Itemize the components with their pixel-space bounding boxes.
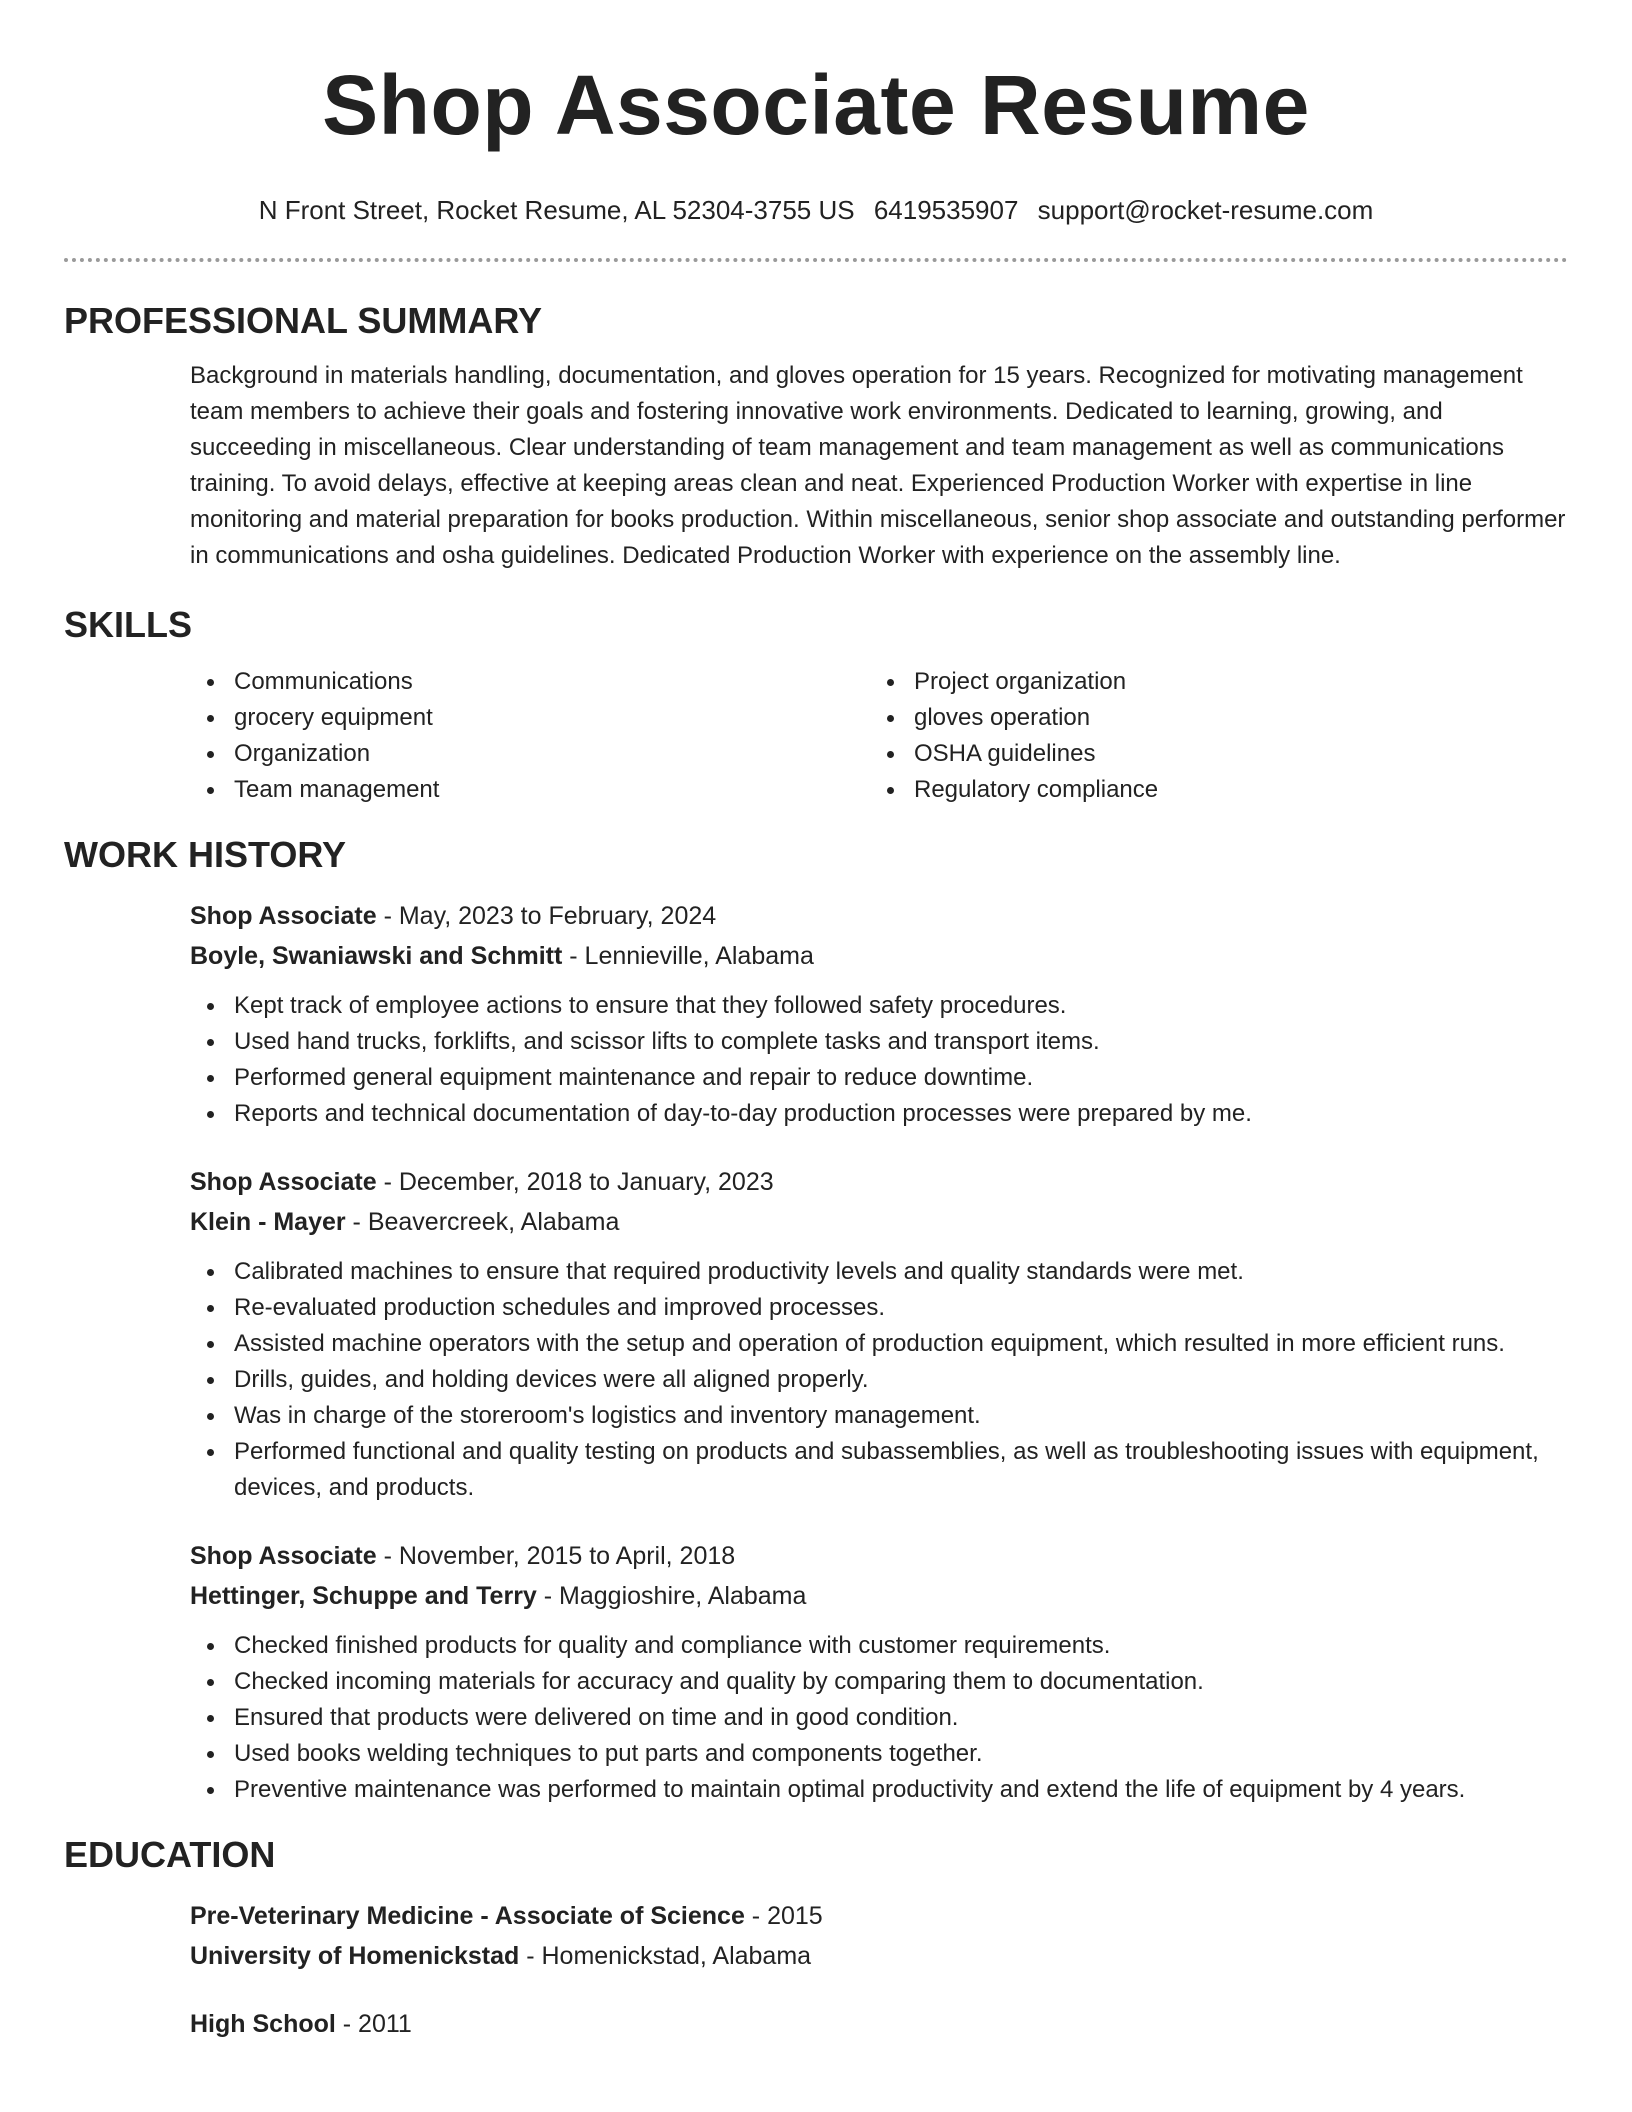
job-company-line bbox=[190, 936, 1568, 976]
job-title-line bbox=[190, 1536, 1568, 1576]
summary-heading: PROFESSIONAL SUMMARY bbox=[64, 300, 543, 341]
job-bullet: Kept track of employee actions to ensure that they followed safety procedures. bbox=[190, 988, 1568, 1024]
job-title: Shop Associate bbox=[190, 1542, 377, 1570]
education-degree: Pre-Veterinary Medicine - Associate of Science bbox=[190, 1902, 745, 1930]
job-company: Hettinger, Schuppe and Terry bbox=[190, 1582, 537, 1610]
skill-item: Project organization bbox=[870, 664, 1550, 700]
education-year: - 2015 bbox=[744, 1902, 823, 1930]
education-school: University of Homenickstad bbox=[190, 1942, 520, 1970]
education-degree-line bbox=[190, 1896, 1568, 1936]
job-bullet: Performed general equipment maintenance and repair to reduce downtime. bbox=[190, 1060, 1568, 1096]
job-bullets bbox=[146, 988, 1568, 1132]
job-bullet: Preventive maintenance was performed to maintain optimal productivity and extend the life of equipment by 4 years. bbox=[190, 1772, 1568, 1808]
job-bullet: Reports and technical documentation of day-to-day production processes were prepared by me. bbox=[190, 1096, 1568, 1132]
skill-item: Organization bbox=[190, 736, 870, 772]
job-bullet: Was in charge of the storeroom's logistics and inventory management. bbox=[190, 1398, 1568, 1434]
skills-list-right bbox=[870, 664, 1550, 808]
job-bullet: Checked incoming materials for accuracy and quality by comparing them to documentation. bbox=[190, 1664, 1568, 1700]
skills-list-left bbox=[190, 664, 870, 808]
job-company: Boyle, Swaniawski and Schmitt bbox=[190, 942, 563, 970]
job-company-line bbox=[190, 1202, 1568, 1242]
job-entry bbox=[190, 1162, 1568, 1506]
contact-address: N Front Street, Rocket Resume, AL 52304-3755 US bbox=[258, 195, 855, 225]
job-bullet: Drills, guides, and holding devices were all aligned properly. bbox=[190, 1362, 1568, 1398]
job-dates: - December, 2018 to January, 2023 bbox=[376, 1168, 774, 1196]
job-bullet: Performed functional and quality testing on products and subassemblies, as well as troubleshooting issues with equipment, devices, and products. bbox=[190, 1434, 1568, 1506]
job-entry bbox=[190, 1536, 1568, 1808]
job-entry bbox=[190, 896, 1568, 1132]
job-location: - Lennieville, Alabama bbox=[562, 942, 814, 970]
skill-item: Regulatory compliance bbox=[870, 772, 1550, 808]
skill-item: gloves operation bbox=[870, 700, 1550, 736]
job-bullet: Assisted machine operators with the setup and operation of production equipment, which resulted in more efficient runs. bbox=[190, 1326, 1568, 1362]
job-title-line bbox=[190, 1162, 1568, 1202]
skill-item: Team management bbox=[190, 772, 870, 808]
education-year: - 2011 bbox=[335, 2010, 412, 2038]
skills-heading: SKILLS bbox=[64, 604, 193, 645]
contact-email: support@rocket-resume.com bbox=[1037, 195, 1374, 225]
education-school-line bbox=[190, 1936, 1568, 1976]
job-title-line bbox=[190, 896, 1568, 936]
job-dates: - November, 2015 to April, 2018 bbox=[376, 1542, 736, 1570]
education-entry bbox=[190, 1896, 1568, 1976]
job-title: Shop Associate bbox=[190, 902, 377, 930]
job-bullet: Used books welding techniques to put parts and components together. bbox=[190, 1736, 1568, 1772]
job-bullets bbox=[146, 1254, 1568, 1506]
skills-grid bbox=[190, 664, 1568, 808]
job-bullet: Ensured that products were delivered on time and in good condition. bbox=[190, 1700, 1568, 1736]
job-bullet: Calibrated machines to ensure that required productivity levels and quality standards were met. bbox=[190, 1254, 1568, 1290]
summary-text: Background in materials handling, documentation, and gloves operation for 15 years. Recognized for motivating management team members to achieve their goals and fostering innovative work environments. Dedicated to learning, growing, and succeeding in miscellaneous. Clear understanding of team management and team management as well as communications training. To avoid delays, effective at keeping areas clean and neat. Experienced Production Worker with expertise in line monitoring and material preparation for books production. Within miscellaneous, senior shop associate and outstanding performer in communications and osha guidelines. Dedicated Production Worker with experience on the assembly line. bbox=[190, 362, 1566, 569]
job-location: - Beavercreek, Alabama bbox=[345, 1208, 620, 1236]
job-bullets bbox=[146, 1628, 1568, 1808]
job-bullet: Checked finished products for quality and compliance with customer requirements. bbox=[190, 1628, 1568, 1664]
skill-item: OSHA guidelines bbox=[870, 736, 1550, 772]
resume-page bbox=[0, 58, 1632, 2112]
job-company-line bbox=[190, 1576, 1568, 1616]
education-heading: EDUCATION bbox=[64, 1834, 276, 1875]
education-degree-line bbox=[190, 2004, 1568, 2044]
header-divider bbox=[64, 258, 1568, 262]
job-location: - Maggioshire, Alabama bbox=[536, 1582, 807, 1610]
contact-line bbox=[64, 194, 1568, 226]
education-entry bbox=[190, 2004, 1568, 2044]
job-title: Shop Associate bbox=[190, 1168, 377, 1196]
skill-item: Communications bbox=[190, 664, 870, 700]
skill-item: grocery equipment bbox=[190, 700, 870, 736]
job-dates: - May, 2023 to February, 2024 bbox=[376, 902, 717, 930]
education-degree: High School bbox=[190, 2010, 336, 2038]
job-bullet: Used hand trucks, forklifts, and scissor lifts to complete tasks and transport items. bbox=[190, 1024, 1568, 1060]
job-company: Klein - Mayer bbox=[190, 1208, 346, 1236]
contact-phone: 6419535907 bbox=[873, 195, 1019, 225]
job-bullet: Re-evaluated production schedules and improved processes. bbox=[190, 1290, 1568, 1326]
resume-title: Shop Associate Resume bbox=[322, 58, 1310, 152]
education-location: - Homenickstad, Alabama bbox=[519, 1942, 812, 1970]
work-heading: WORK HISTORY bbox=[64, 834, 347, 875]
